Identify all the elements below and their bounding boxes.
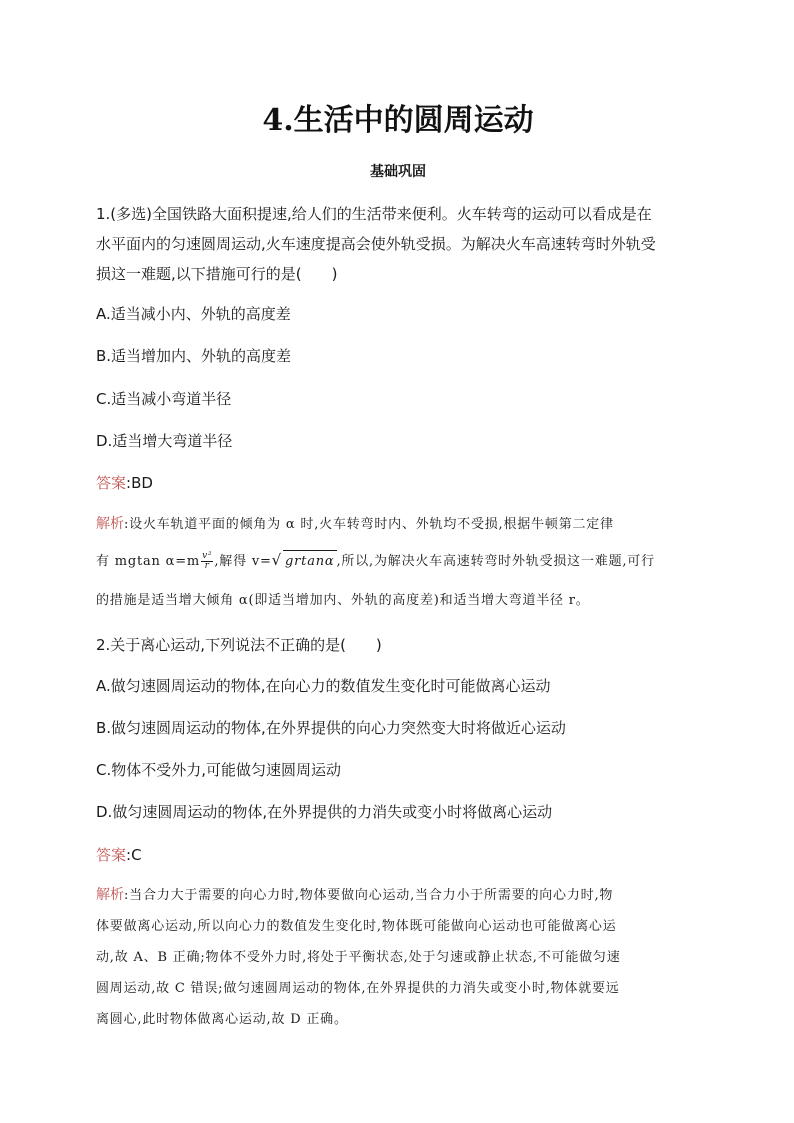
explanation-text: :设火车轨道平面的倾角为 α 时,火车转弯时内、外轨均不受损,根据牛顿第二定律 [124,517,614,532]
explanation-label: 解析 [96,887,124,903]
explanation-text: ,所以,为解决火车高速转弯时外轨受损这一难题,可行 [336,554,655,569]
q1-stem-line-1: 1.(多选)全国铁路大面积提速,给人们的生活带来便利。火车转弯的运动可以看成是在 [96,205,652,223]
sqrt-sign: √ [271,551,283,569]
q1-answer [96,472,153,494]
q2-option-a: A.做匀速圆周运动的物体,在向心力的数值发生变化时可能做离心运动 [96,677,551,695]
q1-option-c: C.适当减小弯道半径 [96,390,232,408]
fraction-v2-over-r [201,552,213,571]
fraction-numerator: v² [202,551,213,561]
answer-label: 答案 [96,846,127,864]
q1-explanation-line-1 [96,513,614,536]
q2-option-b: B.做匀速圆周运动的物体,在外界提供的向心力突然变大时将做近心运动 [96,719,566,737]
q1-stem-line-3: 损这一难题,以下措施可行的是( ) [96,265,338,283]
page-title: 4.生活中的圆周运动 [262,103,534,138]
explanation-text: ,解得 v= [214,554,272,569]
answer-value: :BD [126,474,153,492]
answer-label: 答案 [96,474,127,492]
section-heading: 基础巩固 [370,164,426,180]
q2-answer [96,844,142,866]
q2-explanation-line-5: 离圆心,此时物体做离心运动,故 D 正确。 [96,1012,348,1027]
explanation-label: 解析 [96,516,124,532]
q2-explanation-line-1 [96,884,613,907]
explanation-text: 有 mgtan α=m [96,554,201,569]
q2-stem: 2.关于离心运动,下列说法不正确的是( ) [96,636,382,654]
q1-option-d: D.适当增大弯道半径 [96,432,233,450]
answer-value: :C [126,846,142,864]
q1-explanation-line-3: 的措施是适当增大倾角 α(即适当增加内、外轨的高度差)和适当增大弯道半径 r。 [96,593,590,608]
fraction-denominator: r [204,561,210,571]
q2-option-d: D.做匀速圆周运动的物体,在外界提供的力消失或变小时将做离心运动 [96,803,553,821]
q1-explanation-line-2 [96,549,655,573]
q1-stem-line-2: 水平面内的匀速圆周运动,火车速度提高会使外轨受损。为解决火车高速转弯时外轨受 [96,235,656,253]
q1-option-a: A.适当减小内、外轨的高度差 [96,305,291,323]
q2-explanation-line-3: 动,故 A、B 正确;物体不受外力时,将处于平衡状态,处于匀速或静止状态,不可能做匀速 [96,950,621,965]
q1-option-b: B.适当增加内、外轨的高度差 [96,347,292,365]
explanation-text: :当合力大于需要的向心力时,物体要做向心运动,当合力小于所需要的向心力时,物 [124,888,614,903]
sqrt-content: grtanα [283,550,336,573]
q2-option-c: C.物体不受外力,可能做匀速圆周运动 [96,761,342,779]
q2-explanation-line-4: 圆周运动,故 C 错误;做匀速圆周运动的物体,在外界提供的力消失或变小时,物体就要远 [96,981,620,996]
q2-explanation-line-2: 体要做离心运动,所以向心力的数值发生变化时,物体既可能做向心运动也可能做离心运 [96,919,617,934]
